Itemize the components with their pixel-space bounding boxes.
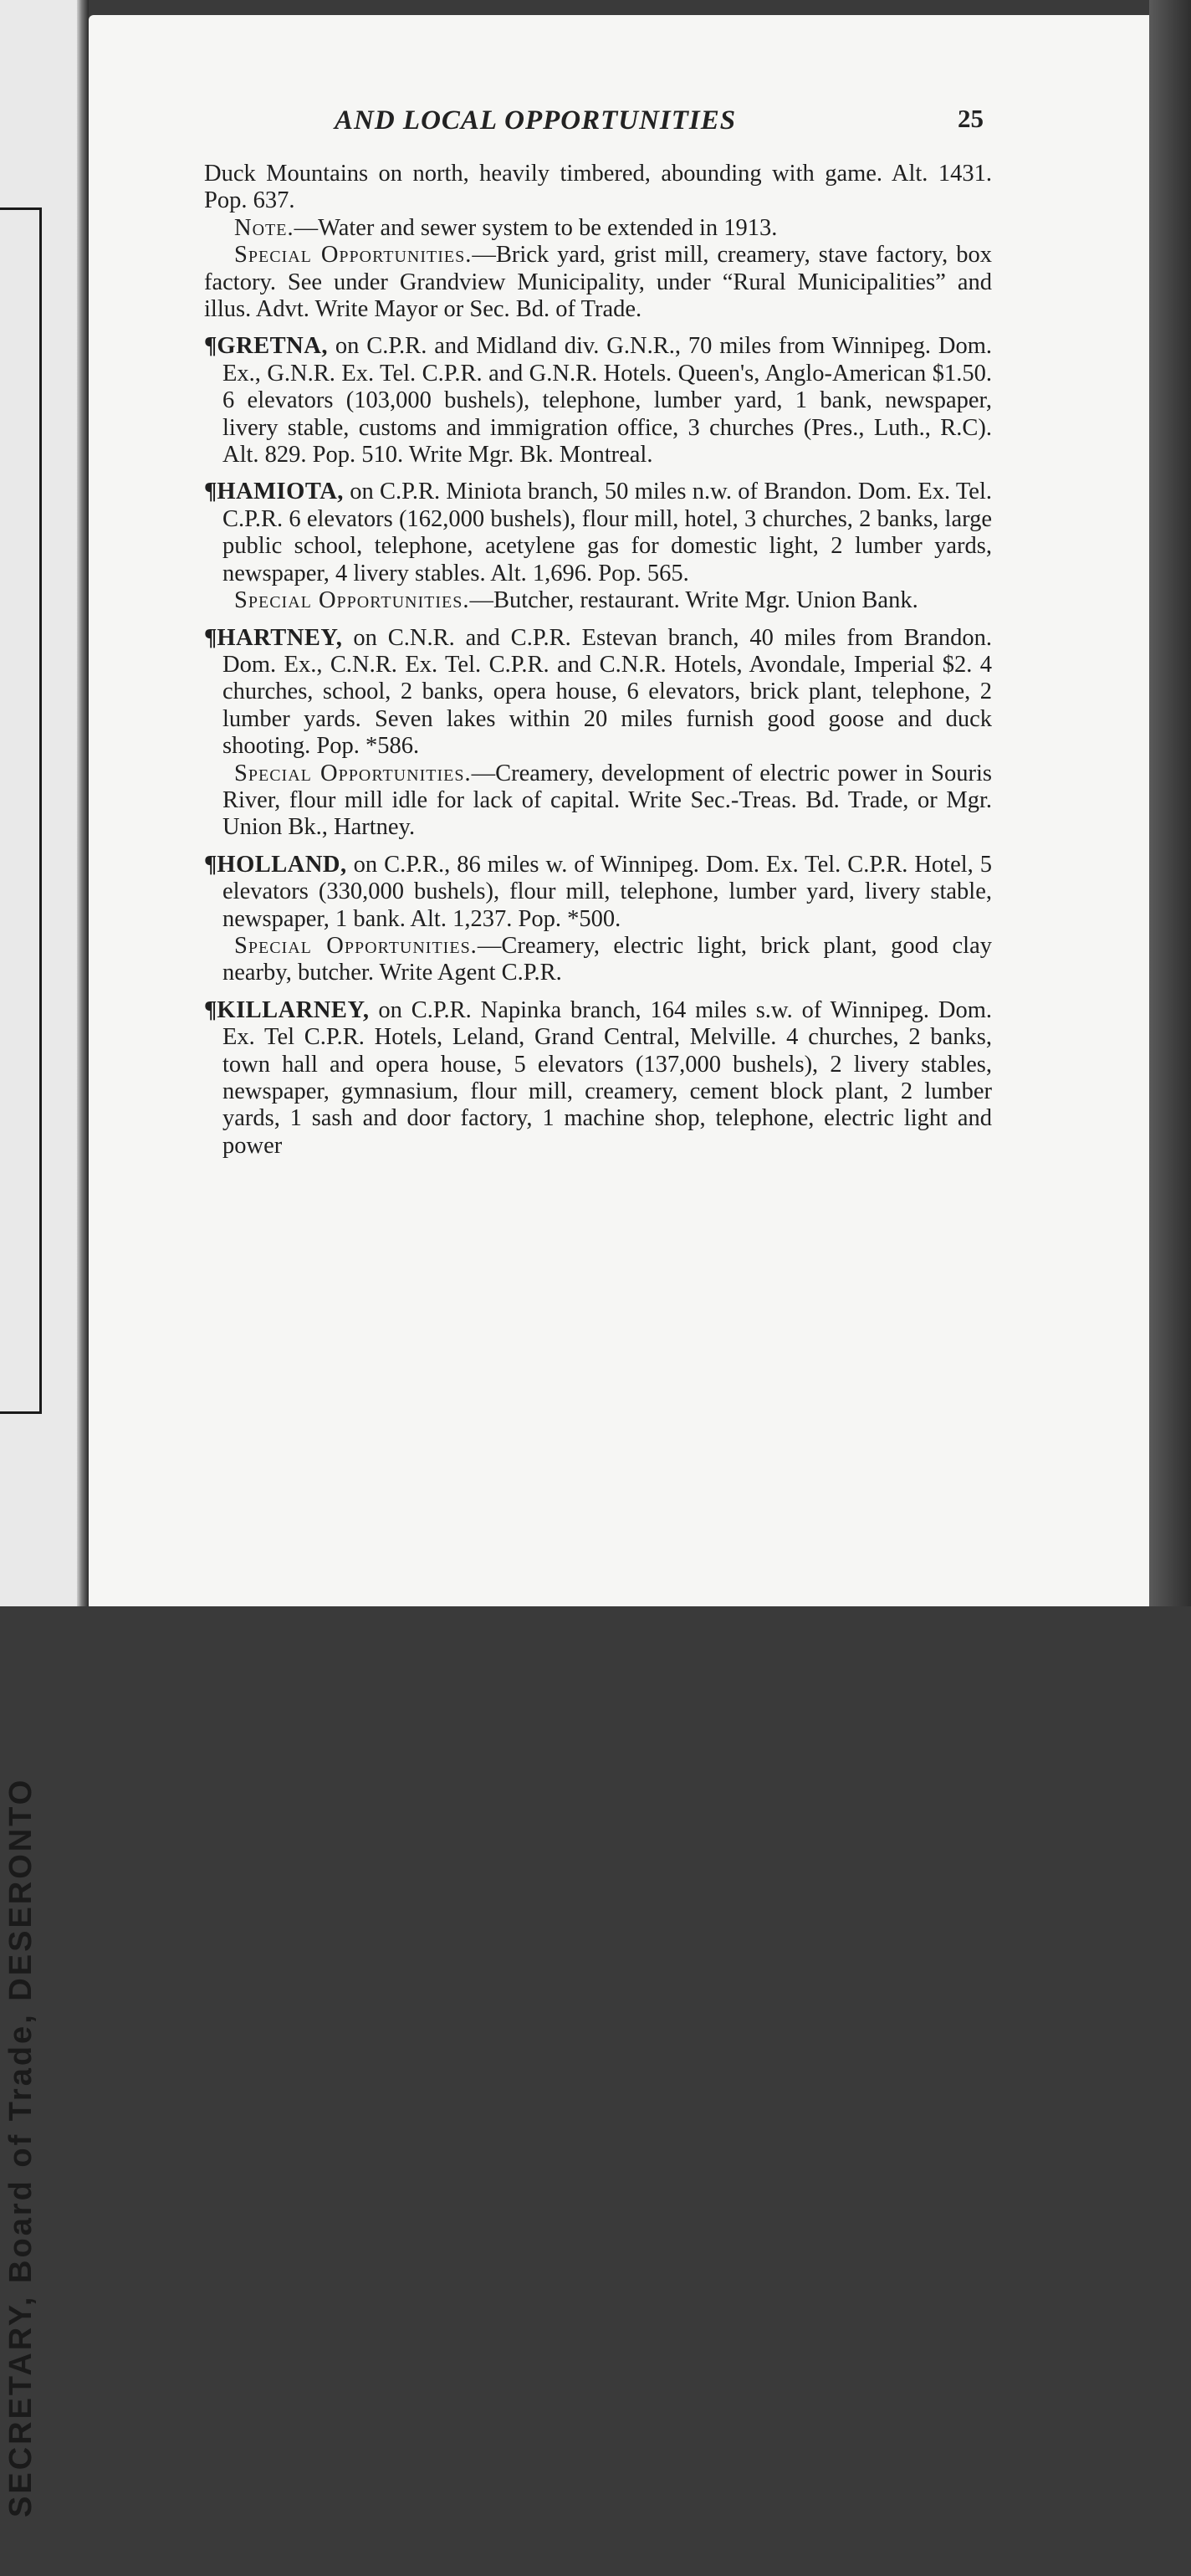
page-body xyxy=(204,161,992,1160)
entry-text xyxy=(204,333,992,469)
intro-special-opportunities xyxy=(204,242,992,323)
page-number: 25 xyxy=(958,104,984,133)
entry-description: on C.P.R. Miniota branch, 50 miles n.w. of Brandon. Dom. Ex. Tel. C.P.R. 6 elevators (162,000 bushels), flour mill, hotel, 3 churches, 2 banks, large public school, telephone, acetylene gas for domestic light, 2 lumber yards, newspaper, 4 livery stables. Alt. 1,696. Pop. 565. xyxy=(222,479,992,586)
special-label: Special Opportunities. xyxy=(234,242,473,269)
entry-description: on C.P.R. and Midland div. G.N.R., 70 miles from Winnipeg. Dom. Ex., G.N.R. Ex. Tel. C.P.R. and G.N.R. Hotels. Queen's, Anglo-American $1.50. 6 elevators (103,000 bushels), telephone, lumber yard, 1 bank, newspaper, livery stable, customs and immigration office, 3 churches (Pres., Luth., R.C). Alt. 829. Pop. 510. Write Mgr. Bk. Montreal. xyxy=(222,333,992,469)
note-text: —Water and sewer system to be extended in 1913. xyxy=(294,214,778,241)
paragraph-mark: ¶ xyxy=(204,996,217,1023)
entry-text xyxy=(204,624,992,761)
book-gutter xyxy=(77,0,89,1606)
special-label: Special Opportunities. xyxy=(234,932,478,959)
entry-name: GRETNA, xyxy=(217,333,328,360)
entry-description: on C.N.R. and C.P.R. Estevan branch, 40 miles from Brandon. Dom. Ex., C.N.R. Ex. Tel. C.P.R. and C.N.R. Hotels, Avondale, Imperial $2. 4 churches, school, 2 banks, opera house, 6 elevators, brick plant, telephone, 2 lumber yards. Seven lakes within 20 miles furnish good goose and duck shooting. Pop. *586. xyxy=(222,624,992,760)
special-text: —Butcher, restaurant. Write Mgr. Union Bank. xyxy=(469,587,918,614)
running-head: AND LOCAL OPPORTUNITIES xyxy=(335,105,737,136)
page-edge-shadow xyxy=(1149,0,1191,1606)
entry-special-opportunities xyxy=(222,933,992,987)
entry-text xyxy=(204,851,992,933)
spine-box xyxy=(0,207,42,2517)
entry-name: HOLLAND, xyxy=(217,851,347,878)
entry-gretna xyxy=(204,333,992,469)
paragraph-mark: ¶ xyxy=(204,624,217,651)
paragraph-mark: ¶ xyxy=(204,333,217,360)
intro-note xyxy=(204,215,992,242)
spine-text: SECRETARY, Board of Trade, DESERONTO xyxy=(3,1777,38,2517)
entry-hamiota xyxy=(204,479,992,614)
paragraph-mark: ¶ xyxy=(204,479,217,505)
entry-name: HARTNEY, xyxy=(217,624,343,651)
entry-holland xyxy=(204,852,992,987)
intro-paragraph: Duck Mountains on north, heavily timbered, abounding with game. Alt. 1431. Pop. 637. xyxy=(204,161,992,214)
entry-description: on C.P.R., 86 miles w. of Winnipeg. Dom. Ex. Tel. C.P.R. Hotel, 5 elevators (330,000 bushels), flour mill, telephone, lumber yard, livery stable, newspaper, 1 bank. Alt. 1,237. Pop. *500. xyxy=(222,851,992,932)
special-label: Special Opportunities. xyxy=(234,760,472,786)
entry-killarney xyxy=(204,997,992,1160)
special-text: —Brick yard, grist mill, creamery, stave factory, box factory. See under Grandview Municipality, under “Rural Municipalities” and illus. Advt. Write Mayor or Sec. Bd. of Trade. xyxy=(204,242,992,323)
paragraph-mark: ¶ xyxy=(204,851,217,878)
special-text: —Creamery, development of electric power in Souris River, flour mill idle for lack of capital. Write Sec.-Treas. Bd. Trade, or Mgr. Union Bk., Hartney. xyxy=(222,760,992,841)
entry-description: on C.P.R. Napinka branch, 164 miles s.w. of Winnipeg. Dom. Ex. Tel C.P.R. Hotels, Leland, Grand Central, Melville. 4 churches, 2 banks, town hall and opera house, 5 elevators (137,000 bushels), 2 livery stables, newspaper, gymnasium, flour mill, creamery, cement block plant, 2 lumber yards, 1 sash and door factory, 1 machine shop, telephone, electric light and power xyxy=(222,996,992,1159)
special-label: Special Opportunities. xyxy=(234,587,470,614)
entry-hartney xyxy=(204,625,992,842)
entry-special-opportunities xyxy=(222,587,992,614)
note-label: Note. xyxy=(234,214,294,241)
left-page-edge xyxy=(0,0,88,2517)
entry-special-opportunities xyxy=(222,761,992,842)
entry-name: HAMIOTA, xyxy=(217,479,344,505)
special-text: —Creamery, electric light, brick plant, good clay nearby, butcher. Write Agent C.P.R. xyxy=(222,932,992,986)
entry-text xyxy=(204,479,992,587)
entry-text xyxy=(204,996,992,1160)
entry-name: KILLARNEY, xyxy=(217,996,370,1023)
